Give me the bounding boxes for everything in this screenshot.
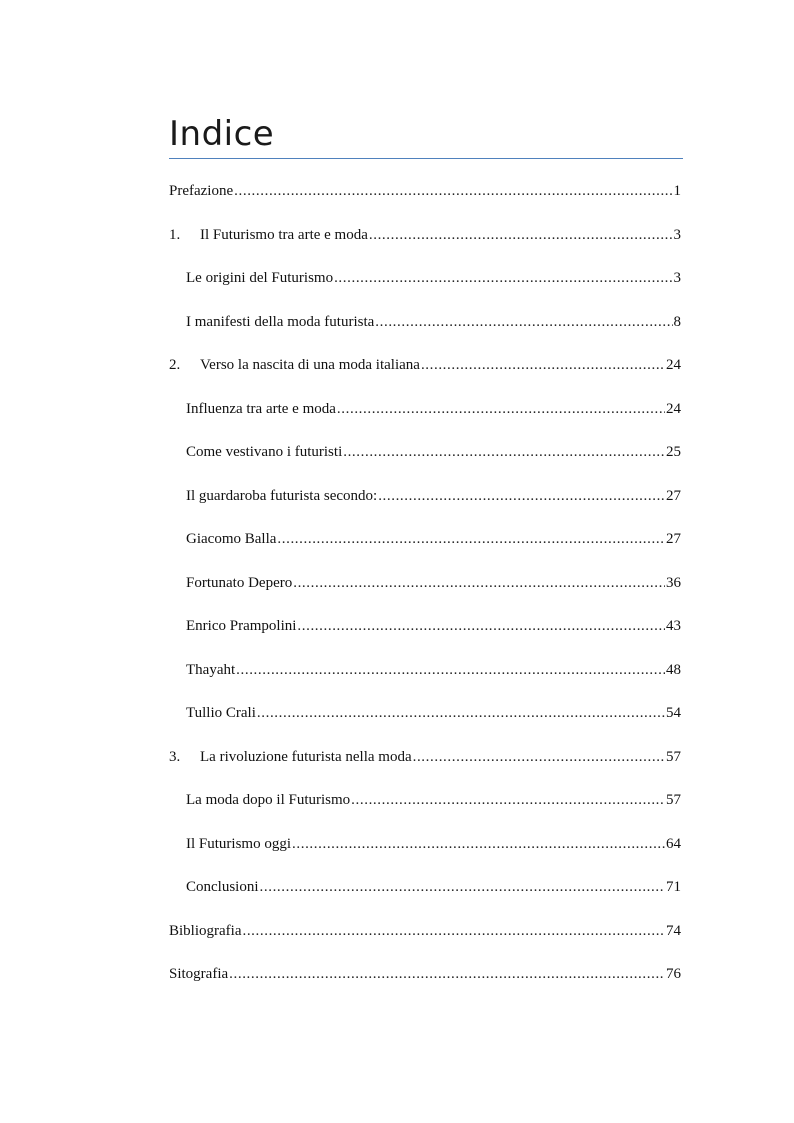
toc-entry-page-number: 57 bbox=[666, 748, 681, 765]
toc-entry-label: Fortunato Depero bbox=[186, 574, 293, 591]
toc-entry-label: La moda dopo il Futurismo bbox=[186, 792, 351, 808]
toc-entry-page-number: 74 bbox=[666, 922, 681, 939]
toc-entry-page-number: 54 bbox=[666, 705, 681, 721]
toc-entry[interactable] bbox=[186, 311, 681, 333]
dot-leader bbox=[421, 354, 665, 376]
toc-entry-label: Bibliografia bbox=[169, 922, 242, 939]
toc-entry[interactable] bbox=[186, 485, 681, 507]
dot-leader bbox=[234, 180, 672, 202]
dot-leader bbox=[260, 876, 665, 898]
toc-entry-page-number: 24 bbox=[666, 400, 681, 417]
toc-entry-page-number: 57 bbox=[666, 792, 681, 808]
toc-entry-number: 2. bbox=[169, 357, 181, 373]
dot-leader bbox=[236, 659, 665, 681]
toc-entry-number: 3. bbox=[169, 748, 181, 765]
toc-entry-label: Prefazione bbox=[169, 183, 234, 199]
toc-entry-page-number: 76 bbox=[666, 966, 681, 982]
dot-leader bbox=[242, 920, 665, 942]
toc-entry[interactable] bbox=[169, 354, 681, 376]
dot-leader bbox=[375, 311, 672, 333]
toc-entry-page-number: 25 bbox=[666, 444, 681, 460]
dot-leader bbox=[351, 789, 665, 811]
toc-entry[interactable] bbox=[186, 615, 681, 637]
toc-entry-label: Le origini del Futurismo bbox=[186, 270, 334, 286]
toc-entry[interactable] bbox=[186, 789, 681, 811]
dot-leader bbox=[297, 615, 665, 637]
toc-entry-page-number: 71 bbox=[666, 879, 681, 895]
dot-leader bbox=[369, 224, 673, 246]
toc-entry-page-number: 36 bbox=[666, 574, 681, 591]
toc-entry-page-number: 43 bbox=[666, 618, 681, 634]
dot-leader bbox=[343, 441, 665, 463]
toc-entry-label: Sitografia bbox=[169, 966, 229, 982]
toc-entry-page-number: 3 bbox=[673, 226, 681, 243]
toc-entry-page-number: 8 bbox=[673, 313, 681, 330]
toc-entry-page-number: 3 bbox=[673, 270, 681, 286]
toc-entry[interactable] bbox=[186, 659, 681, 681]
toc-entry-page-number: 27 bbox=[666, 531, 681, 547]
toc-entry-label: Il guardaroba futurista secondo: bbox=[186, 487, 378, 504]
toc-entry[interactable] bbox=[186, 876, 681, 898]
toc-entry-label: Giacomo Balla bbox=[186, 531, 277, 547]
toc-entry[interactable] bbox=[186, 441, 681, 463]
page-title: Indice bbox=[169, 114, 275, 154]
toc-entry[interactable] bbox=[169, 963, 681, 985]
toc-entry[interactable] bbox=[169, 180, 681, 202]
toc-entry[interactable] bbox=[186, 833, 681, 855]
toc-entry[interactable] bbox=[186, 702, 681, 724]
toc-entry-label: Verso la nascita di una moda italiana bbox=[200, 357, 420, 373]
dot-leader bbox=[337, 398, 665, 420]
toc-entry-page-number: 24 bbox=[666, 357, 681, 373]
toc-entry[interactable] bbox=[169, 224, 681, 246]
toc-entry-label: I manifesti della moda futurista bbox=[186, 313, 375, 330]
toc-entry-label: Enrico Prampolini bbox=[186, 618, 297, 634]
toc-entry-label: Come vestivano i futuristi bbox=[186, 444, 343, 460]
toc-entry-label: Influenza tra arte e moda bbox=[186, 400, 336, 417]
toc-entry-label: Tullio Crali bbox=[186, 705, 256, 721]
toc-entry-page-number: 1 bbox=[673, 183, 681, 199]
title-underline bbox=[169, 158, 683, 159]
dot-leader bbox=[257, 702, 665, 724]
dot-leader bbox=[277, 528, 665, 550]
toc-entry[interactable] bbox=[186, 398, 681, 420]
toc-entry-label: Il Futurismo oggi bbox=[186, 835, 292, 852]
dot-leader bbox=[334, 267, 672, 289]
toc-entry-label: Thayaht bbox=[186, 661, 236, 678]
toc-entry-page-number: 48 bbox=[666, 661, 681, 678]
dot-leader bbox=[293, 572, 665, 594]
toc-entry[interactable] bbox=[186, 528, 681, 550]
dot-leader bbox=[413, 746, 665, 768]
dot-leader bbox=[378, 485, 665, 507]
toc-entry-page-number: 64 bbox=[666, 835, 681, 852]
toc-entry[interactable] bbox=[186, 572, 681, 594]
toc-entry-label: Conclusioni bbox=[186, 879, 259, 895]
toc-entry-page-number: 27 bbox=[666, 487, 681, 504]
toc-entry[interactable] bbox=[169, 746, 681, 768]
toc-entry[interactable] bbox=[186, 267, 681, 289]
dot-leader bbox=[229, 963, 665, 985]
toc-entry-label: La rivoluzione futurista nella moda bbox=[200, 748, 412, 765]
toc-entry-number: 1. bbox=[169, 226, 181, 243]
toc-entry[interactable] bbox=[169, 920, 681, 942]
toc-entry-label: Il Futurismo tra arte e moda bbox=[200, 226, 368, 243]
dot-leader bbox=[292, 833, 665, 855]
